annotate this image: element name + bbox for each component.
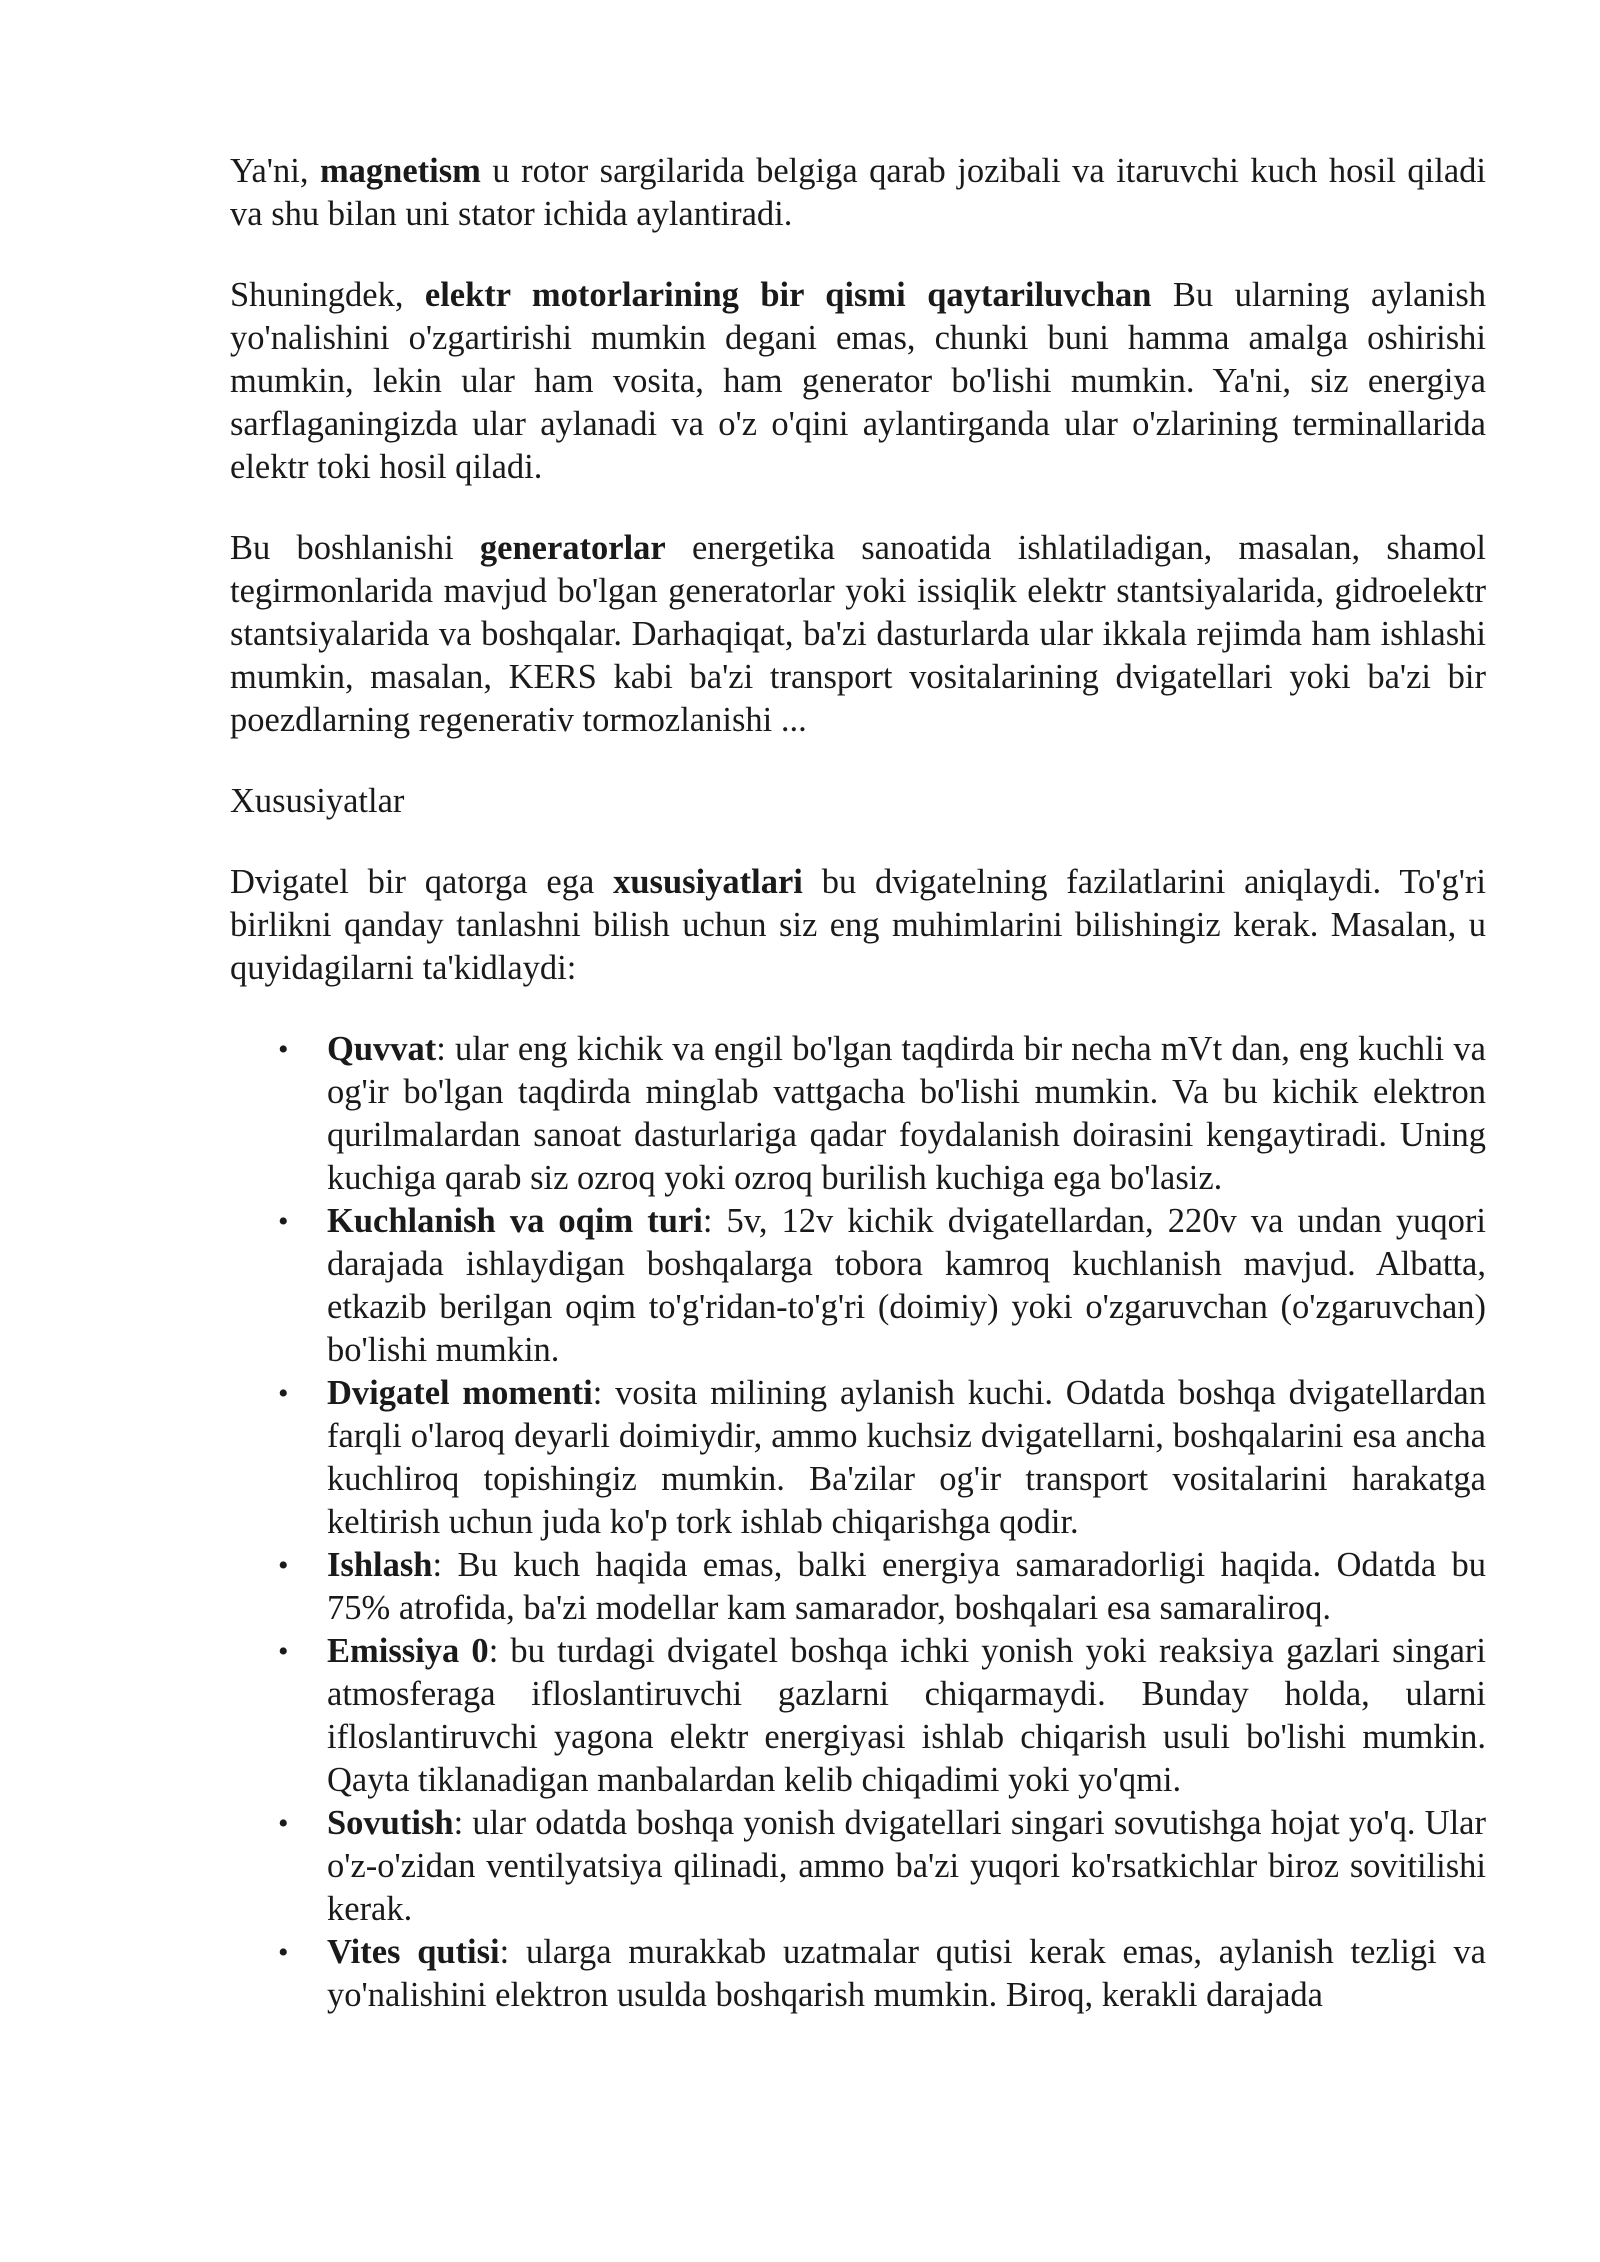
paragraph-text-after: Bu ularning aylanish yo'nalishini o'zgartirishi mumkin degani emas, chunki buni hamma amalga oshirishi mumkin, lekin ular ham vosita, ham generator bo'lishi mumkin. Ya'ni, siz energiya sarflaganingizda ular aylanadi va o'z o'qini aylantirganda ular o'zlarining terminallarida elektr toki hosil qiladi. — [230, 276, 1486, 486]
paragraph-reversible-motors — [230, 274, 1486, 489]
list-item-cooling — [230, 1802, 1486, 1931]
feature-text: : ular eng kichik va engil bo'lgan taqdirda bir necha mVt dan, eng kuchli va og'ir bo'lgan taqdirda minglab vattgacha bo'lishi mumkin. Va bu kichik elektron qurilmalardan sanoat dasturlariga qadar foydalanish doirasini kengaytiradi. Uning kuchiga qarab siz ozroq yoki ozroq burilish kuchiga ega bo'lasiz. — [327, 1030, 1486, 1197]
paragraph-text-before: Bu boshlanishi — [230, 529, 480, 567]
feature-text: : Bu kuch haqida emas, balki energiya samaradorligi haqida. Odatda bu 75% atrofida, ba'zi modellar kam samarador, boshqalari esa samaraliroq. — [327, 1546, 1486, 1627]
bullet-icon: • — [278, 1549, 289, 1582]
list-item-power — [230, 1028, 1486, 1200]
feature-term: Quvvat — [327, 1030, 437, 1068]
bold-term-generators: generatorlar — [479, 529, 666, 567]
features-list — [230, 1028, 1486, 2017]
paragraph-generators — [230, 527, 1486, 742]
bold-term-magnetism: magnetism — [319, 152, 481, 190]
list-item-torque — [230, 1372, 1486, 1544]
list-item-voltage — [230, 1200, 1486, 1372]
feature-term: Sovutish — [327, 1804, 454, 1842]
paragraph-text-after: u rotor sargilarida belgiga qarab jozibali va itaruvchi kuch hosil qiladi va shu bilan uni stator ichida aylantiradi. — [230, 152, 1487, 233]
feature-term: Emissiya 0 — [327, 1632, 489, 1670]
feature-term: Kuchlanish va oqim turi — [327, 1202, 703, 1240]
bold-term-reversible: elektr motorlarining bir qismi qaytariluvchan — [424, 276, 1152, 314]
paragraph-text-before: Dvigatel bir qatorga ega — [230, 863, 614, 901]
feature-text: : ularga murakkab uzatmalar qutisi kerak emas, aylanish tezligi va yo'nalishini elektron usulda boshqarish mumkin. Biroq, kerakli darajada — [327, 1933, 1486, 2014]
paragraph-text-before: Shuningdek, — [230, 276, 425, 314]
bold-term-features: xususiyatlari — [613, 863, 803, 901]
bullet-icon: • — [278, 1807, 289, 1840]
feature-term: Vites qutisi — [327, 1933, 500, 1971]
list-item-performance — [230, 1544, 1486, 1630]
feature-text: : vosita milining aylanish kuchi. Odatda boshqa dvigatellardan farqli o'laroq deyarli doimiydir, ammo kuchsiz dvigatellarni, boshqalarini esa ancha kuchliroq topishingiz mumkin. Ba'zilar og'ir transport vositalarini harakatga keltirish uchun juda ko'p tork ishlab chiqarishga qodir. — [327, 1374, 1486, 1541]
feature-text: : 5v, 12v kichik dvigatellardan, 220v va undan yuqori darajada ishlaydigan boshqalarga tobora kamroq kuchlanish mavjud. Albatta, etkazib berilgan oqim to'g'ridan-to'g'ri (doimiy) yoki o'zgaruvchan (o'zgaruvchan) bo'lishi mumkin. — [327, 1202, 1486, 1369]
section-heading: Xususiyatlar — [230, 782, 405, 820]
list-item-emission — [230, 1630, 1486, 1802]
feature-text: : ular odatda boshqa yonish dvigatellari singari sovutishga hojat yo'q. Ular o'z-o'zidan ventilyatsiya qilinadi, ammo ba'zi yuqori ko'rsatkichlar biroz sovitilishi kerak. — [327, 1804, 1486, 1928]
list-item-gearbox — [230, 1931, 1486, 2017]
paragraph-features-intro — [230, 861, 1486, 990]
bullet-icon: • — [278, 1936, 289, 1969]
feature-term: Ishlash — [327, 1546, 433, 1584]
paragraph-text-after: energetika sanoatida ishlatiladigan, masalan, shamol tegirmonlarida mavjud bo'lgan generatorlar yoki issiqlik elektr stantsiyalarida, gidroelektr stantsiyalarida va boshqalar. Darhaqiqat, ba'zi dasturlarda ular ikkala rejimda ham ishlashi mumkin, masalan, KERS kabi ba'zi transport vositalarining dvigatellari yoki ba'zi bir poezdlarning regenerativ tormozlanishi ... — [230, 529, 1486, 739]
feature-text: : bu turdagi dvigatel boshqa ichki yonish yoki reaksiya gazlari singari atmosferaga ifloslantiruvchi gazlarni chiqarmaydi. Bunday holda, ularni ifloslantiruvchi yagona elektr energiyasi ishlab chiqarish usuli bo'lishi mumkin. Qayta tiklanadigan manbalardan kelib chiqadimi yoki yo'qmi. — [327, 1632, 1486, 1799]
bullet-icon: • — [278, 1635, 289, 1668]
bullet-icon: • — [278, 1205, 289, 1238]
paragraph-text-after: bu dvigatelning fazilatlarini aniqlaydi. To'g'ri birlikni qanday tanlashni bilish uchun siz eng muhimlarini bilishingiz kerak. Masalan, u quyidagilarni ta'kidlaydi: — [230, 863, 1486, 987]
paragraph-magnetism — [230, 150, 1486, 236]
document-page — [230, 150, 1486, 2017]
paragraph-text-before: Ya'ni, — [230, 152, 320, 190]
bullet-icon: • — [278, 1033, 289, 1066]
bullet-icon: • — [278, 1377, 289, 1410]
feature-term: Dvigatel momenti — [327, 1374, 593, 1412]
